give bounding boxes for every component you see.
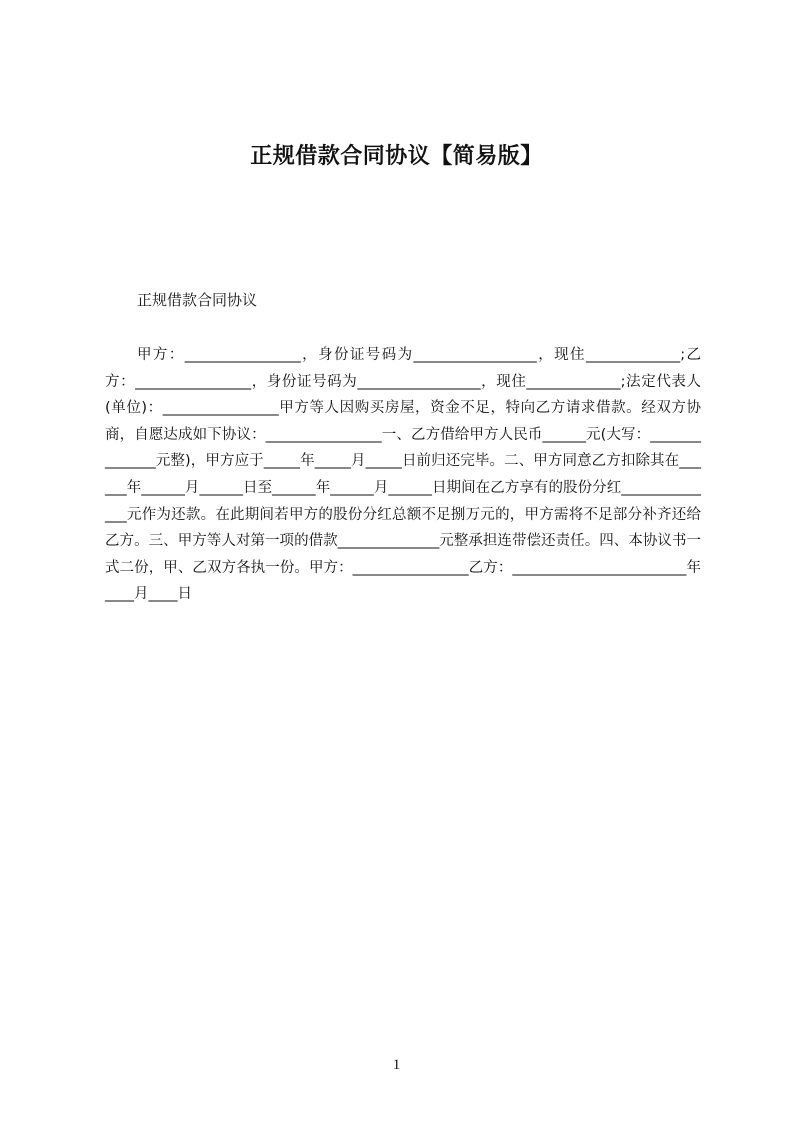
section-heading: 正规借款合同协议 [137,291,258,309]
contract-body: 甲方：________________，身份证号码为_________________，现住_____________;乙方：________________，身份证号码为_________________，现住_____________;法定代表人(单位)：________________甲方等人因购买房屋，资金不足，特向乙方请求借款。经双方协商，自愿达成如下协议：________________一、乙方借给甲方人民币______元(大写：______________元整)，甲方应于_____年_____月_____日前归还完毕。二、甲方同意乙方扣除其在______年______月______日至______年______月______日期间在乙方享有的股份分红______________元作为还款。在此期间若甲方的股份分红总额不足捌万元的，甲方需将不足部分补齐还给乙方。三、甲方等人对第一项的借款______________元整承担连带偿还责任。四、本协议书一式二份，甲、乙双方各执一份。甲方：________________乙方：________________________年____月____日 [105,347,701,603]
document-title: 正规借款合同协议【简易版】 [250,144,543,169]
page-number: 1 [392,1057,401,1073]
